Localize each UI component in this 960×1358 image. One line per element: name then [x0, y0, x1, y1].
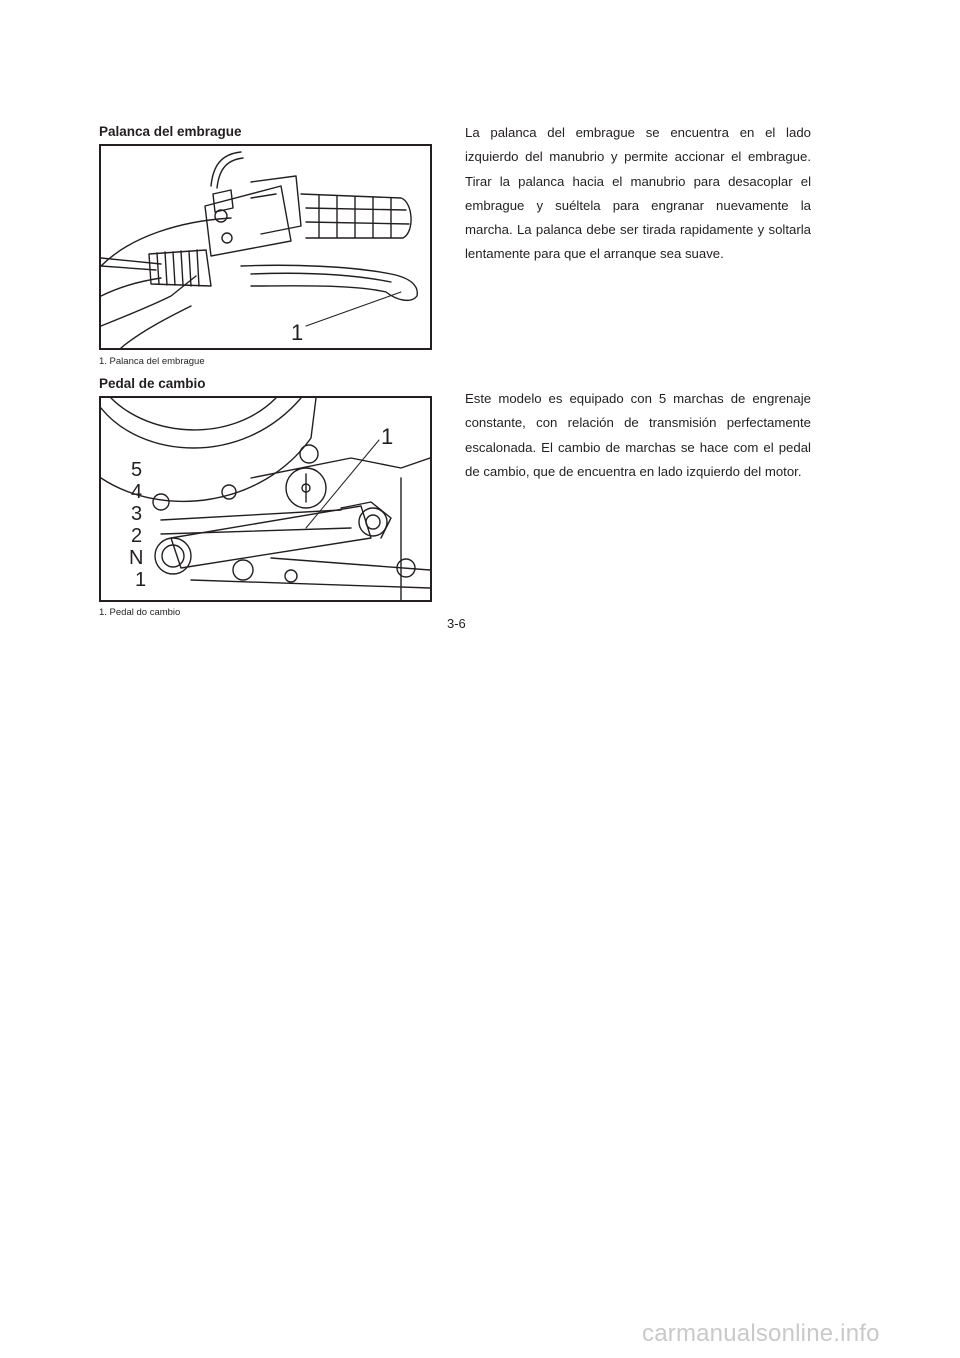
- clutch-lever-callout: 1: [291, 320, 304, 345]
- gear-label-5: 5: [131, 459, 143, 481]
- clutch-lever-illustration: [99, 144, 432, 350]
- shift-pedal-drawing: [101, 398, 430, 600]
- clutch-lever-heading: Palanca del embrague: [99, 124, 242, 139]
- shift-pedal-caption: 1. Pedal do cambio: [99, 607, 181, 618]
- shift-pedal-callout: 1: [381, 424, 394, 449]
- gear-label-2: 2: [131, 525, 143, 547]
- gear-label-1: 1: [135, 569, 147, 591]
- gear-label-4: 4: [131, 481, 143, 503]
- shift-pedal-heading: Pedal de cambio: [99, 376, 206, 391]
- clutch-lever-description: La palanca del embrague se encuentra en el lado izquierdo del manubrio y permite accionar el embrague. Tirar la palanca hacia el manubrio para desacoplar el embrague y suéltela para engranar nuevamente la marcha. La palanca debe ser tirada rapidamente y soltarla lentamente para que el arranque sea suave.: [465, 125, 811, 262]
- clutch-lever-drawing: [101, 146, 430, 348]
- clutch-lever-caption: 1. Palanca del embrague: [99, 356, 205, 367]
- page-number: 3-6: [447, 616, 466, 631]
- gear-label-3: 3: [131, 503, 143, 525]
- footer-watermark: carmanualsonline.info: [642, 1320, 880, 1347]
- shift-pedal-illustration: [99, 396, 432, 602]
- shift-pedal-description: Este modelo es equipado con 5 marchas de engrenaje constante, con relación de transmisión perfectamente escalonada. El cambio de marchas se hace com el pedal de cambio, que de encuentra en lado izquierdo del motor.: [465, 391, 811, 479]
- gear-label-neutral: N: [129, 547, 144, 569]
